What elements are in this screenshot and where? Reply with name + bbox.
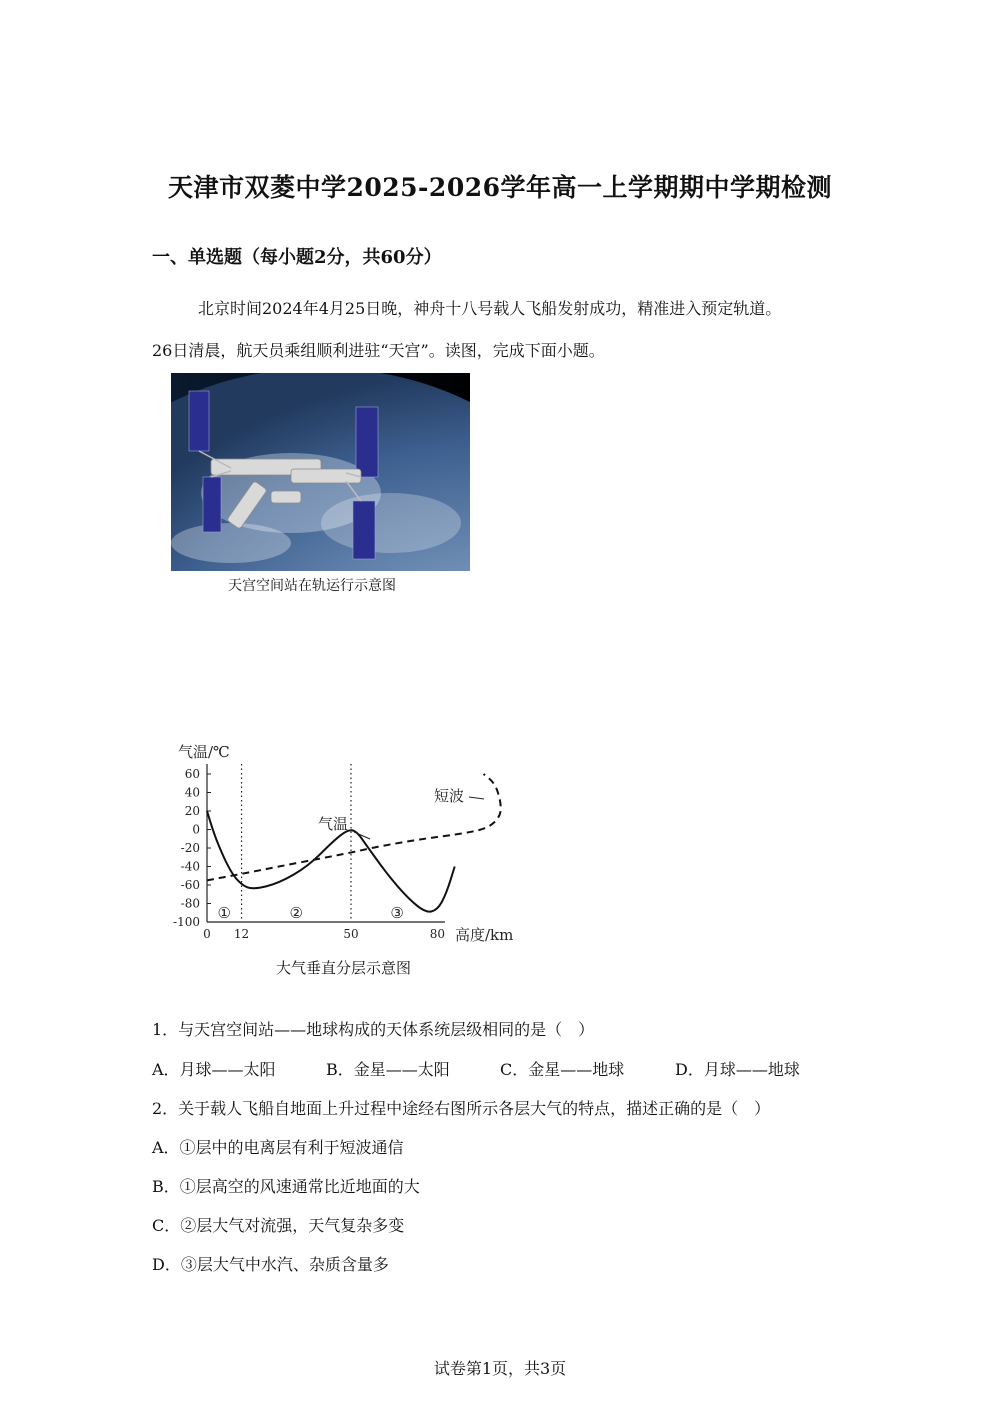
question-2-stem: 2．关于载人飞船自地面上升过程中途经右图所示各层大气的特点，描述正确的是（ ） — [152, 1099, 771, 1118]
y-tick-label: 60 — [184, 767, 200, 781]
intro-paragraph-line2: 26日清晨，航天员乘组顺利进驻“天宫”。读图，完成下面小题。 — [152, 341, 605, 360]
question-1-option-b: B．金星——太阳 — [326, 1060, 450, 1079]
page-footer: 试卷第1页，共3页 — [433, 1359, 567, 1378]
intro-paragraph-line1: 北京时间2024年4月25日晚，神舟十八号载人飞船发射成功，精准进入预定轨道。 — [198, 299, 782, 318]
question-2-option-d: D．③层大气中水汽、杂质含量多 — [152, 1255, 389, 1274]
layer-label: ③ — [390, 904, 404, 922]
layer-label: ① — [217, 904, 232, 922]
atmosphere-chart — [160, 736, 530, 976]
figure1-caption: 天宫空间站在轨运行示意图 — [228, 578, 396, 594]
y-axis-label: 气温/℃ — [178, 743, 230, 761]
exam-title: 天津市双菱中学2025-2026学年高一上学期期中学期检测 — [167, 173, 833, 202]
y-tick-label: -100 — [173, 915, 200, 929]
question-2-option-a: A．①层中的电离层有利于短波通信 — [152, 1138, 404, 1157]
y-tick-label: 40 — [184, 785, 200, 800]
question-1-option-c: C．金星——地球 — [500, 1060, 625, 1079]
section-heading: 一、单选题（每小题2分，共60分） — [152, 247, 442, 268]
y-tick-label: 0 — [192, 822, 200, 837]
shortwave-series-label: 短波 — [434, 787, 465, 805]
x-tick-label: 0 — [203, 927, 211, 941]
figure2-caption: 大气垂直分层示意图 — [276, 959, 412, 977]
shortwave-label-leader — [469, 797, 484, 799]
question-2-option-c: C．②层大气对流强，天气复杂多变 — [152, 1216, 405, 1235]
y-tick-label: -80 — [180, 896, 200, 911]
y-tick-label: -60 — [180, 878, 200, 892]
question-1-stem: 1．与天宫空间站——地球构成的天体系统层级相同的是（ ） — [152, 1020, 595, 1039]
layer-label: ② — [289, 904, 304, 922]
question-2-option-b: B．①层高空的风速通常比近地面的大 — [152, 1177, 420, 1196]
x-tick-label: 80 — [429, 927, 446, 941]
x-axis-label: 高度/km — [455, 926, 514, 944]
question-1-option-d: D．月球——地球 — [675, 1060, 800, 1079]
y-tick-label: -20 — [180, 841, 200, 855]
y-tick-label: 20 — [184, 804, 200, 818]
temperature-series-label: 气温 — [318, 815, 349, 833]
x-tick-label: 50 — [343, 927, 359, 941]
question-1-option-a: A．月球——太阳 — [152, 1060, 276, 1079]
space-station-photo — [171, 373, 470, 571]
y-tick-label: -40 — [180, 859, 200, 874]
x-tick-label: 12 — [233, 927, 250, 941]
